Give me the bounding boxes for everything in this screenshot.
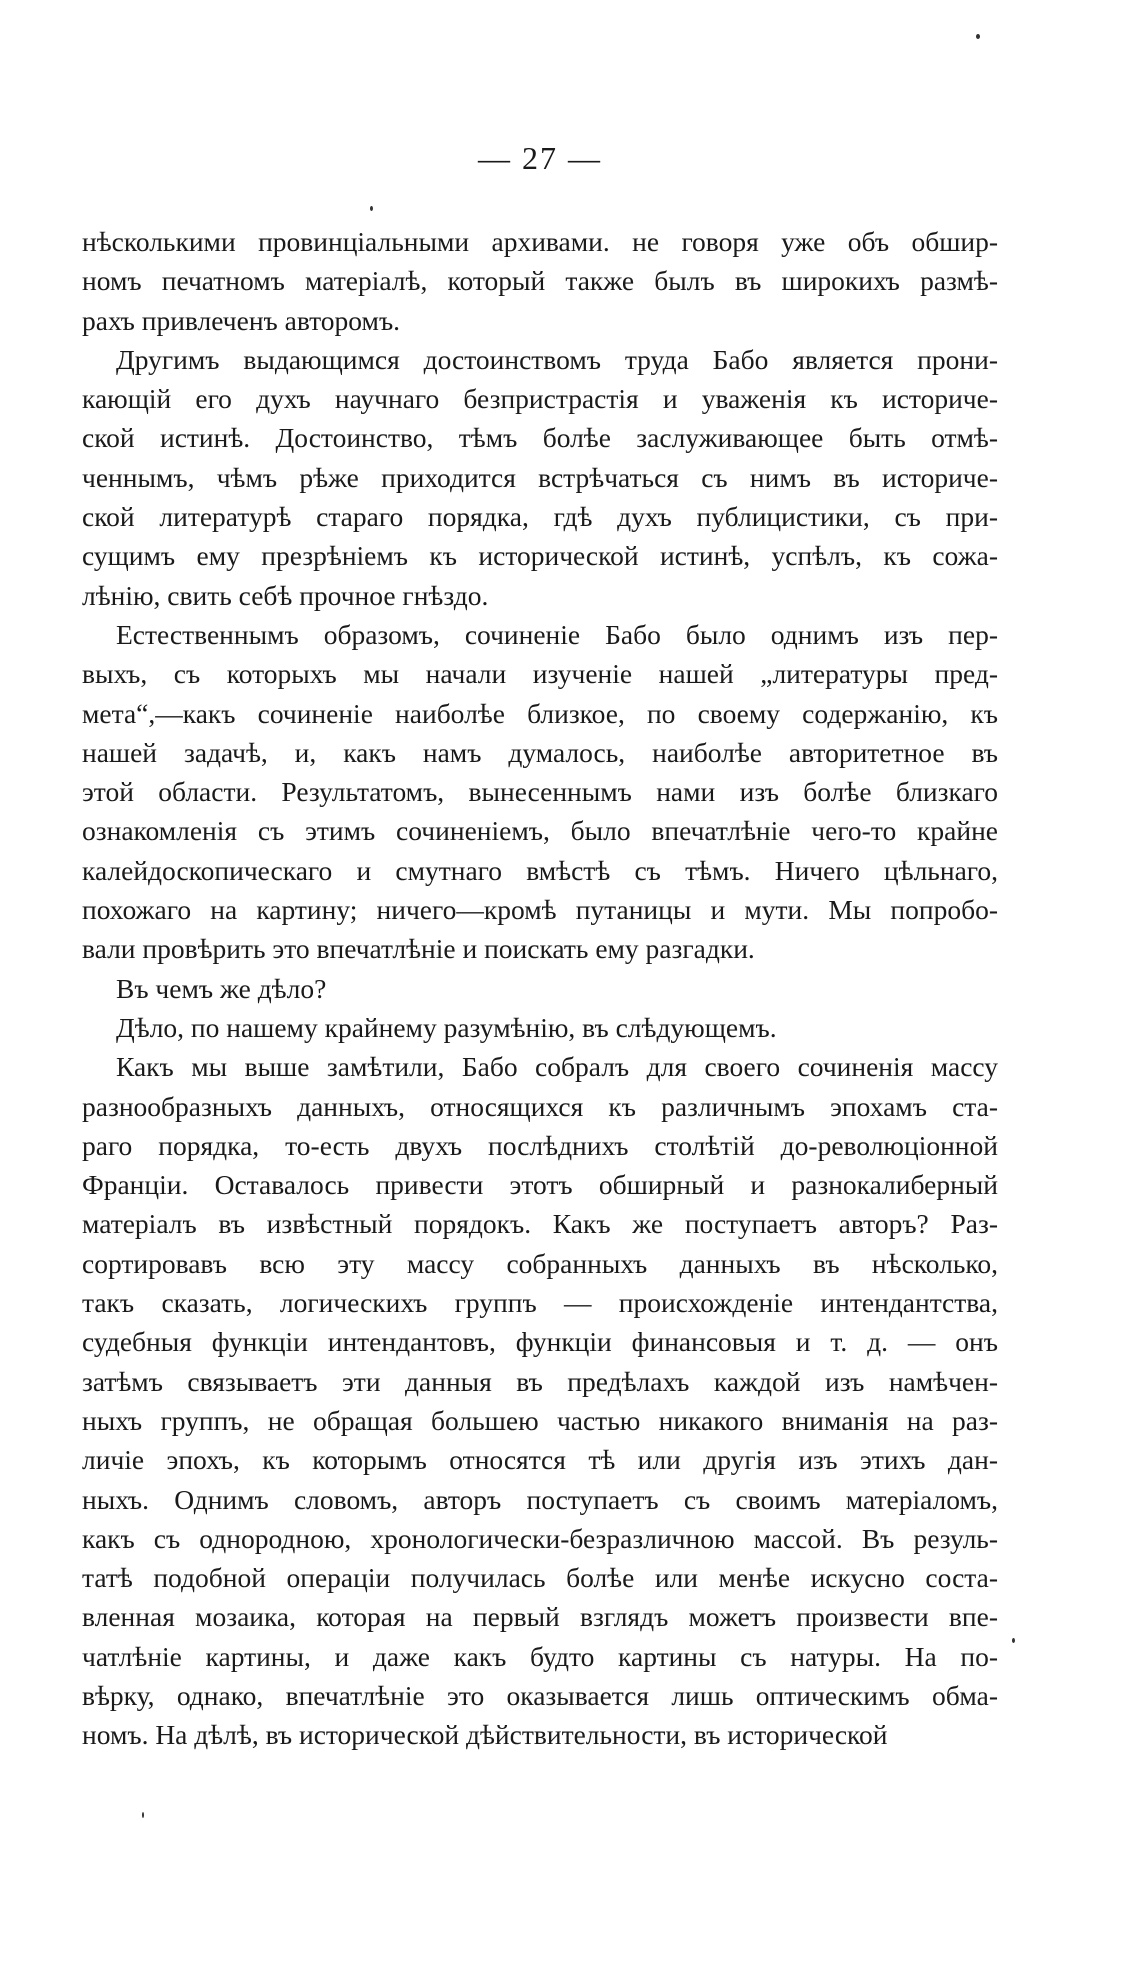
text-line: какъ съ однородною, хронологически-безразличною массой. Въ резуль- [82, 1522, 998, 1554]
body-text [82, 222, 998, 1755]
scan-speck [142, 1812, 144, 1818]
text-line: судебныя функціи интендантовъ, функціи финансовыя и т. д. — онъ [82, 1326, 998, 1358]
scan-speck [1012, 1638, 1015, 1643]
text-line: калейдоскопическаго и смутнаго вмѣстѣ съ тѣмъ. Ничего цѣльнаго, [82, 854, 998, 886]
text-line: Въ чемъ же дѣло? [116, 972, 327, 1004]
paragraph [82, 222, 998, 340]
text-line: сортировавъ всю эту массу собранныхъ данныхъ въ нѣсколько, [82, 1247, 998, 1279]
scan-speck [370, 206, 373, 211]
scan-speck [976, 34, 980, 39]
paragraph [82, 1047, 998, 1754]
text-line: раго порядка, то-есть двухъ послѣднихъ столѣтій до-революціонной [82, 1129, 998, 1161]
text-line: татѣ подобной операціи получилась болѣе или менѣе искусно соста- [82, 1562, 998, 1594]
text-line: номъ. На дѣлѣ, въ исторической дѣйствительности, въ исторической [82, 1719, 888, 1751]
text-line: похожаго на картину; ничего—кромѣ путаницы и мути. Мы попробо- [82, 894, 998, 926]
text-line: матеріалъ въ извѣстный порядокъ. Какъ же поступаетъ авторъ? Раз- [82, 1208, 998, 1240]
text-line: сущимъ ему презрѣніемъ къ исторической истинѣ, успѣлъ, къ сожа- [82, 540, 998, 572]
text-line: Франціи. Оставалось привести этотъ обширный и разнокалиберный [82, 1169, 998, 1201]
paragraph [82, 1008, 998, 1047]
text-line: вленная мозаика, которая на первый взглядъ можетъ произвести впе- [82, 1601, 998, 1633]
text-line: выхъ, съ которыхъ мы начали изученіе нашей „литературы пред- [82, 658, 998, 690]
text-line: лѣнію, свить себѣ прочное гнѣздо. [82, 579, 489, 611]
paragraph [82, 969, 998, 1008]
paragraph [82, 615, 998, 969]
text-line: разнообразныхъ данныхъ, относящихся къ различнымъ эпохамъ ста- [82, 1090, 998, 1122]
text-line: такъ сказать, логическихъ группъ — происхожденіе интендантства, [82, 1287, 998, 1319]
text-line: ныхъ. Однимъ словомъ, авторъ поступаетъ съ своимъ матеріаломъ, [82, 1483, 998, 1515]
paragraph [82, 340, 998, 615]
text-line: Дѣло, по нашему крайнему разумѣнію, въ слѣдующемъ. [116, 1011, 777, 1043]
text-line: кающій его духъ научнаго безпристрастія и уваженія къ историче- [82, 383, 998, 415]
text-line: ской литературѣ стараго порядка, гдѣ духъ публицистики, съ при- [82, 501, 998, 533]
text-line: чатлѣніе картины, и даже какъ будто картины съ натуры. На по- [82, 1640, 998, 1672]
text-line: ознакомленія съ этимъ сочиненіемъ, было впечатлѣніе чего-то крайне [82, 815, 998, 847]
text-line: ской истинѣ. Достоинство, тѣмъ болѣе заслуживающее быть отмѣ- [82, 422, 998, 454]
text-line: этой области. Результатомъ, вынесеннымъ нами изъ болѣе близкаго [82, 776, 998, 808]
text-line: Другимъ выдающимся достоинствомъ труда Бабо является прони- [116, 343, 998, 375]
text-line: ченнымъ, чѣмъ рѣже приходится встрѣчаться съ нимъ въ историче- [82, 461, 998, 493]
text-line: номъ печатномъ матеріалѣ, который также былъ въ широкихъ размѣ- [82, 265, 998, 297]
text-line: ныхъ группъ, не обращая большею частью никакого вниманія на раз- [82, 1404, 998, 1436]
text-line: мета“,—какъ сочиненіе наиболѣе близкое, по своему содержанію, къ [82, 697, 998, 729]
text-line: личіе эпохъ, къ которымъ относятся тѣ или другія изъ этихъ дан- [82, 1444, 998, 1476]
text-line: рахъ привлеченъ авторомъ. [82, 304, 401, 336]
text-line: Какъ мы выше замѣтили, Бабо собралъ для своего сочиненія массу [116, 1051, 998, 1083]
text-line: вали провѣрить это впечатлѣніе и поискать ему разгадки. [82, 933, 755, 965]
text-line: затѣмъ связываетъ эти данныя въ предѣлахъ каждой изъ намѣчен- [82, 1365, 998, 1397]
text-line: вѣрку, однако, впечатлѣніе это оказывается лишь оптическимъ обма- [82, 1679, 998, 1711]
text-line: нѣсколькими провинціальными архивами. не говоря уже объ обшир- [82, 226, 998, 257]
text-line: нашей задачѣ, и, какъ намъ думалось, наиболѣе авторитетное въ [82, 736, 998, 768]
text-line: Естественнымъ образомъ, сочиненіе Бабо было однимъ изъ пер- [116, 618, 998, 650]
page-number: — 27 — [478, 140, 602, 176]
